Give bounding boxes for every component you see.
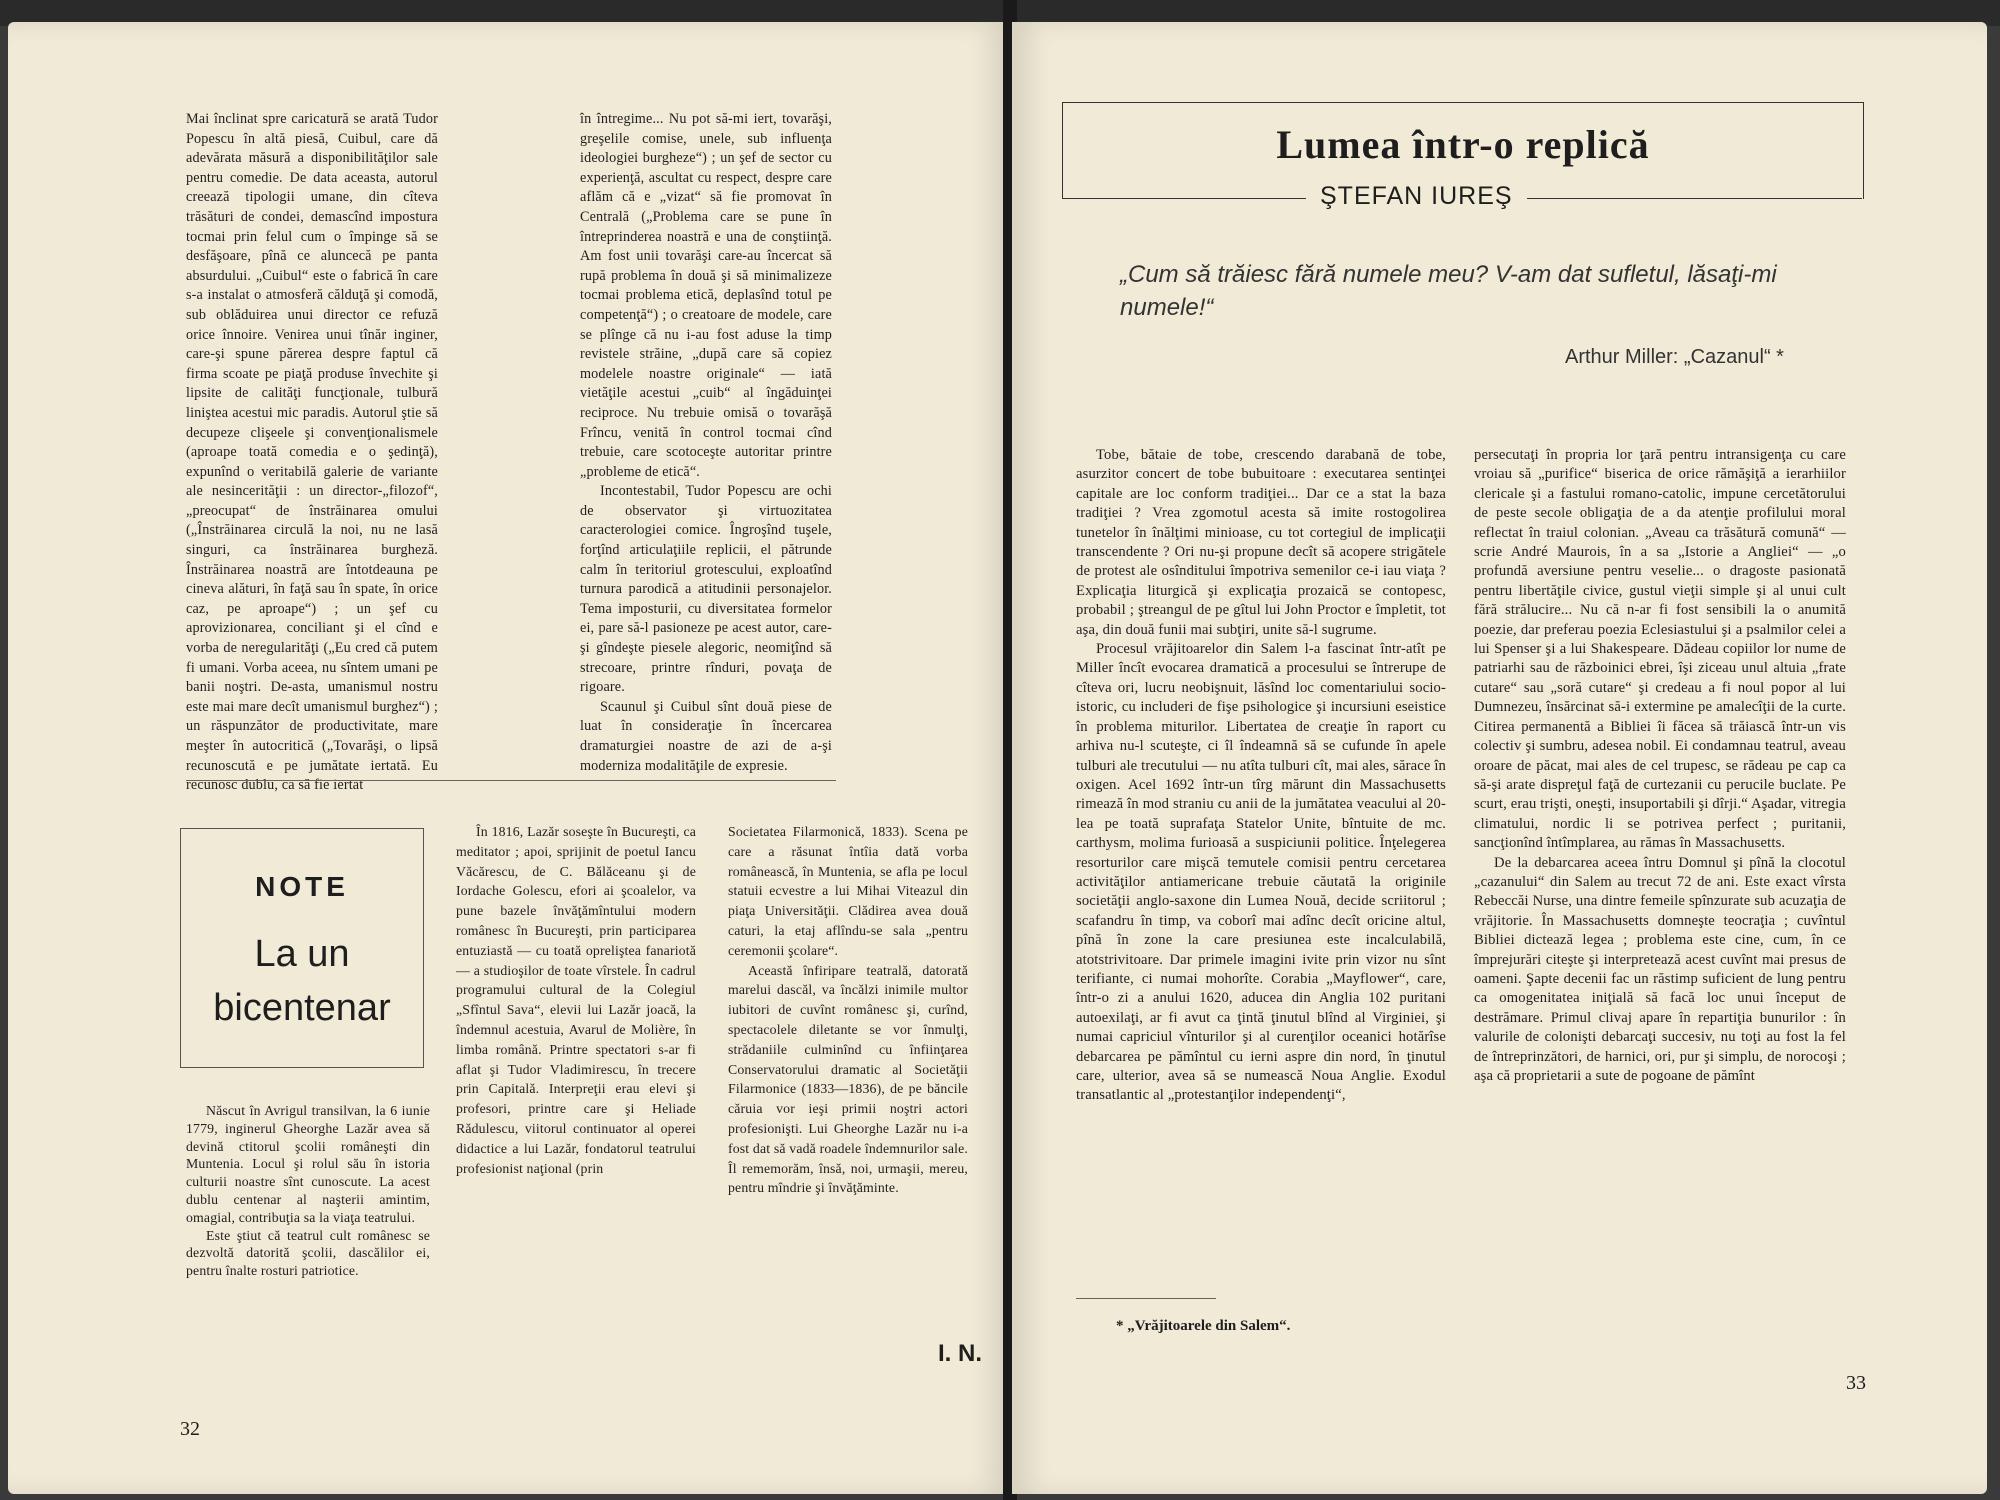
page-number: 32 <box>180 1418 200 1440</box>
paragraph: Tobe, bătaie de tobe, crescendo darabană de tobe, asurzitor concert de tobe bubuitoare : executarea sentinţei capitale are loc conform tradiţiei... Dar ce a stat la baza tradiţiei ? Vrea zgomotul acesta să imite rostogolirea tunetelor în înălţimi minioase, cu tot cortegiul de implicaţii transcendente ? Ori nu-şi propune decît să acopere strigătele de protest ale osînditului împotriva semenilor ce-i iau viaţa ? Explicaţia liturgică şi explicaţia prozaică se contopesc, probabil ; ştreangul de pe gîtul lui John Proctor e împletit, tot aşa, din două funii mai subţiri, unite să-l sugrume. <box>1076 447 1446 638</box>
paragraph: Incontestabil, Tudor Popescu are ochi de observator şi virtuozitatea caracterologiei comice. Îngroşînd tuşele, forţînd articulaţiile replicii, el pătrunde calm în teritoriul grotescului, exploatînd turnura parodică a atitudinii personajelor. Tema imposturii, cu diversitatea formelor ei, pare să-l pasioneze pe acest autor, care-şi gîndeşte piesele alegoric, neomiţînd să strecoare, printre rînduri, povaţa de rigoare. <box>580 483 832 696</box>
note-column-b <box>456 822 696 1178</box>
epigraph: „Cum să trăiesc fără numele meu? V-am dat sufletul, lăsaţi-mi numele!“ <box>1120 261 1777 321</box>
paragraph: persecutaţi în propria lor ţară pentru intransigenţa cu care vroiau să „purifice“ biserica de orice rămăşiţă a ierarhiilor clericale şi a fastului romano-catolic, impune cercetătorului de peste secole obligaţia de a da atenţie profilului moral reflectat în traiul colonian. „Aveau ca trăsătură comună“ — scrie André Maurois, în a sa „Istorie a Angliei“ — „o profundă aversiune pentru veselie... o dragoste pasionată pentru libertăţile civice, gustul vieţii simple şi al unui cult fără strălucire... Nu că n-ar fi fost sensibili la o anumită poezie, dar preferau poezia Eclesiastului şi a psalmilor celei a lui Spenser şi a lui Shakespeare. Dădeau copiilor lor nume de patriarhi sau de războinici ebrei, îşi ziceau unul altuia „frate cutare“ sau „soră cutare“ şi credeau a fi noul popor al lui Dumnezeu, însărcinat să-i extermine pe amalecîţii de la curte. Citirea permanentă a Bibliei îi făcea să trăiască într-un vis colectiv şi sumbru, adesea nobil. Ei condamnau teatrul, aveau oroare de păcat, mai ales de cel trupesc, se rădeau pe cap ca să-şi arate dispreţul faţă de curtezanii cu perucile buclate. Pe scurt, erau trişti, oneşti, insuportabili şi dîrji.“ Aşadar, vitregia climatului, nordic li se potrivea perfect ; puritanii, sancţionînd întîmplarea, au rămas în Massachusetts. <box>1474 447 1846 852</box>
footnote-rule <box>1076 1298 1216 1299</box>
right-column-1 <box>1076 446 1446 1106</box>
epigraph-source: Arthur Miller: „Cazanul“ * <box>1565 346 1784 368</box>
right-page <box>1012 22 1987 1494</box>
note-signature: I. N. <box>938 1340 983 1367</box>
paragraph: Este ştiut că teatrul cult românesc se dezvoltă datorită şcolii, dascălilor ei, pentru înalte rosturi patriotice. <box>186 1227 430 1279</box>
left-top-column-1 <box>186 110 438 796</box>
page-number: 33 <box>1846 1372 1866 1394</box>
note-column-c <box>728 822 968 1198</box>
paragraph: Mai înclinat spre caricatură se arată Tudor Popescu în altă piesă, Cuibul, care dă adevărata măsură a disponibilităţilor sale pentru comedie. De data aceasta, autorul creează tipologii umane, din cîteva trăsături de condei, demascînd impostura tocmai prin felul cum o împinge să se desfăşoare, pînă ce aluncecă pe panta absurdului. „Cuibul“ este o fabrică în care s-a instalat o atmosferă călduţă şi comodă, sub oblăduirea unui director ce refuză orice înnoire. Venirea unui tînăr inginer, care-şi spune părerea despre faptul că firma scoate pe piaţă produse învechite şi lipsite de calităţi funcţionale, tulbură liniştea acestui mic paradis. Autorul ştie să decupeze clişeele şi convenţionalismele (aproape toată comedia e o şedinţă), expunînd o veritabilă galerie de variante ale nesincerităţii : un director-„filozof“, „preocupat“ de înstrăinarea omului („Înstrăinarea circulă la noi, nu ne lasă singuri, ca înstrăinarea burgheză. Înstrăinarea noastră are întotdeauna pe cineva alături, în faţă sau în spate, în orice caz, pe aproape“) ; un şef cu aprovizionarea, conciliant şi el cînd e vorba de neregularităţi („Eu cred că putem fi umani. Vorba aceea, nu sîntem umani pe banii noştri. De-asta, umanismul nostru este mai mare decît umanismul burghez“) ; un răspunzător de productivitate, mare meşter în autocritică („Tovarăşi, o lipsă recunoscută e pe jumătate iertată. Eu recunosc dublu, ca să fie iertat <box>186 111 438 794</box>
paragraph: Procesul vrăjitoarelor din Salem l-a fascinat într-atît pe Miller încît evocarea dramatică a procesului se întrerupe de cîteva ori, lucru neobişnuit, lăsînd loc comentariului socio-istoric, cu includeri de fişe psihologice şi incursiuni eseistice în problema miturilor. Libertatea de creaţie în raport cu arhiva nu-l scuteşte, ci îl îndeamnă să se cufunde în apele tulburi ale trecutului — nu atîta tulburi cît, mai ales, sărace în oxigen. Acel 1692 într-un tîrg mărunt din Massachusetts rimează în mod straniu cu anii de la jumătatea veacului al 20-lea pe toată suprafaţa Statelor Unite, bîntuite de mc. carthysm, molima furioasă a suspiciunii politice. Înţelegerea resorturilor care mişcă temutele comisii pentru cercetarea activităţilor antiamericane trebuie căutată la originile societăţii anglo-saxone din Lumea Nouă, decide scriitorul ; scafandru în timp, va coborî mai adînc decît oricine altul, pînă în zone la care presiunea este incalculabilă, atotstrivitoare. Dar primele imagini ivite prin vizor nu sînt terifiante, ci numai mohorîte. Corabia „Mayflower“, care, într-o zi a anului 1620, aducea din Anglia 102 puritani autoexilaţi, ar fi avut ca ţintă ţinutul blînd al Virginiei, şi numai capriciul vînturilor şi al curenţilor oceanici hotărîse debarcarea pe pămîntul cu ierni aspre din nord, în ţinutul care, ulterior, avea să se numească Noua Anglie. Exodul transatlantic al „protestanţilor independenţi“, <box>1076 641 1446 1104</box>
paragraph: Născut în Avrigul transilvan, la 6 iunie 1779, inginerul Gheorghe Lazăr avea să devină ctitorul şcolii româneşti din Muntenia. Locul şi rolul său în istoria culturii noastre sînt cunoscute. La acest dublu centenar al naşterii amintim, omagial, contribuţia sa la viaţa teatrului. <box>186 1103 430 1225</box>
paragraph: Scaunul şi Cuibul sînt două piese de luat în consideraţie în încercarea dramaturgiei noastre de azi de a-şi moderniza modalităţile de expresie. <box>580 698 832 774</box>
footnote: * „Vrăjitoarele din Salem“. <box>1116 1318 1291 1334</box>
article-title: Lumea într-o replică <box>1276 122 1650 167</box>
note-heading: NOTE <box>255 871 349 902</box>
note-column-a <box>186 1102 430 1280</box>
paragraph: Societatea Filarmonică, 1833). Scena pe care a răsunat întîia dată vorba românească, în Muntenia, se afla pe locul statuii ecvestre a lui Mihai Viteazul din piaţa Universităţii. Clădirea avea două caturi, la etaj aflîndu-se sala „pentru ceremonii şcolare“. <box>728 824 968 958</box>
paragraph: în întregime... Nu pot să-mi iert, tovarăşi, greşelile comise, unele, sub influenţa ideologiei burgheze“) ; un şef de sector cu experienţă, ascultat cu respect, despre care aflăm că e „vizat“ să fie promovat în Centrală („Problema care se pune în întreprinderea noastră e una de conştiinţă. Am fost unii tovarăşi care-au încercat să rupă problema în două şi să minimalizeze tocmai problema etică, deplasînd totul pe competenţă“) ; o creatoare de modele, care se plînge că nu i-au fost aduse la timp revistele străine, „după care să copiez modelele noastre originale“ — iată vietăţile acestui „cuib“ al îngăduinţei reciproce. Nu trebuie omisă o tovarăşă Frîncu, venită în control tocmai cînd trebuie, care scotoceşte autoritar printre „probleme de etică“. <box>580 111 832 480</box>
paragraph: Această înfiripare teatrală, datorată marelui dascăl, va încălzi inimile multor iubitori de cuvînt românesc şi, curînd, spectacolele diletante se vor înmulţi, strădaniile culminînd cu înfiinţarea Conservatorului dramatic al Societăţii Filarmonice (1833—1836), de pe băncile căruia vor ieşi primii noştri actori profesionişti. Lui Gheorghe Lazăr nu i-a fost dat să vadă roadele îndemnurilor sale. Îl rememorăm, însă, noi, urmaşii, mereu, pentru mîndrie şi învăţăminte. <box>728 962 968 1196</box>
right-column-2 <box>1474 446 1846 1086</box>
paragraph: De la debarcarea aceea întru Domnul şi pînă la clocotul „cazanului“ din Salem au trecut 72 de ani. Este exact vîrsta Rebeccăi Nurse, una dintre femeile spînzurate sub acuzaţia de vrăjitorie. În Massachusetts domneşte teocraţia ; cuvîntul Bibliei dictează legea ; problema este cine, cum, în ce împrejurări citeşte şi interpretează acest cuvînt mai presus de oameni. Şapte decenii fac un răstimp suficient de lung pentru ca omogenitatea iniţială să facă loc unui început de destrămare. Primul clivaj apare în repartiţia bunurilor : în valurile de colonişti debarcaţi succesiv, nu toţi au fost la fel de întreprinzători, de harnici, ori, pur şi simplu, de norocoşi ; aşa că proprietarii a sute de pogoane de pămînt <box>1474 854 1846 1084</box>
left-top-column-2 <box>580 110 832 776</box>
article-author: ŞTEFAN IUREŞ <box>1306 182 1527 211</box>
left-page <box>8 22 1008 1494</box>
section-divider <box>186 780 836 781</box>
note-heading-box <box>180 828 424 1068</box>
paragraph: În 1816, Lazăr soseşte în Bucureşti, ca meditator ; apoi, sprijinit de poetul Iancu Văcărescu, de C. Bălăceanu şi de Iordache Golescu, efori ai şcoalelor, va pune bazele învăţămîntului modern românesc în Bucureşti, prin participarea entuziastă — cu toată opreliştea fanariotă — a studioşilor de toate vîrstele. În cadrul programului cultural de la Colegiul „Sfîntul Sava“, elevii lui Lazăr joacă, la îndemnul acestuia, Avarul de Molière, în limba română. Printre spectatori s-ar fi aflat şi Tudor Vladimirescu, în trecere prin Capitală. Interpreţii erau elevi şi profesori, printre care şi Heliade Rădulescu, viitorul continuator al operei didactice a lui Lazăr, fondatorul teatrului profesionist naţional (prin <box>456 824 696 1176</box>
note-subtitle: La un bicentenar <box>213 933 391 1029</box>
